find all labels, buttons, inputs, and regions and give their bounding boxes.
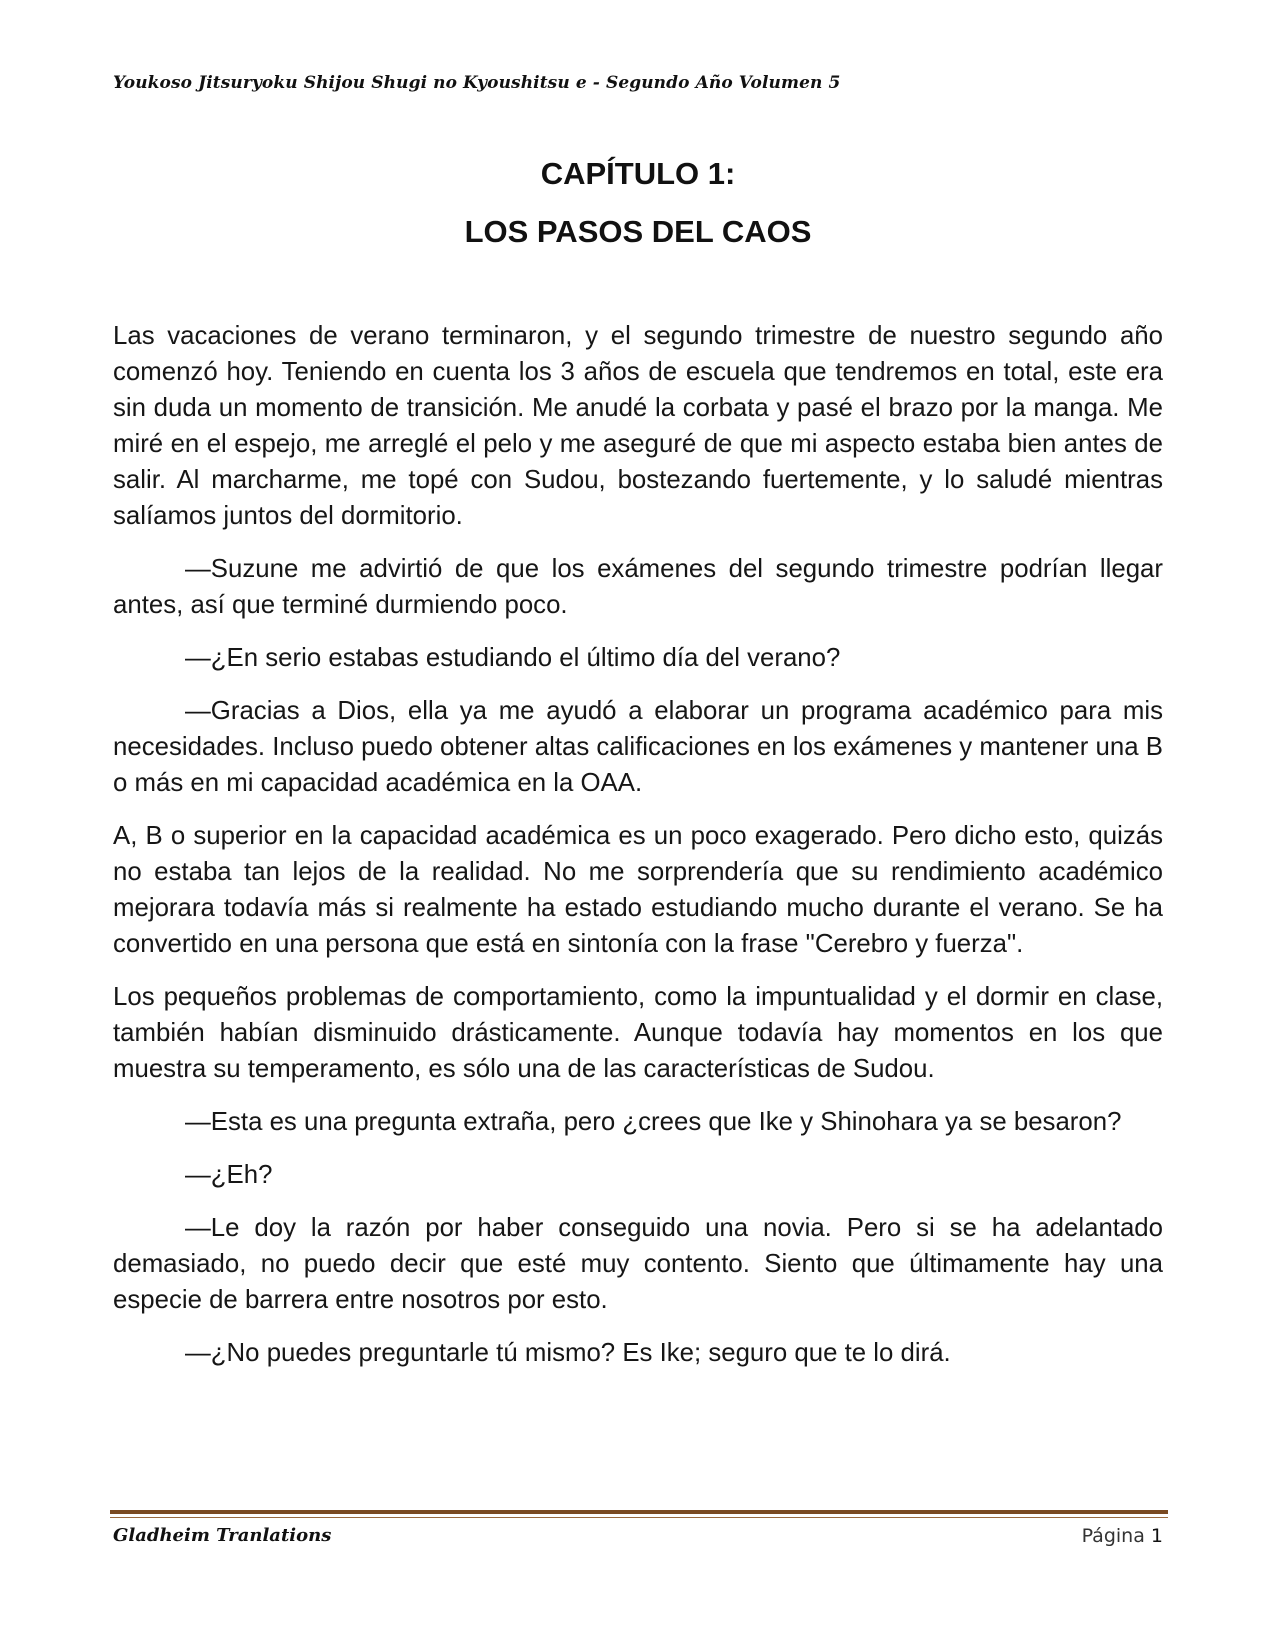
page-number: 1 bbox=[1150, 1525, 1163, 1547]
chapter-title: LOS PASOS DEL CAOS bbox=[464, 214, 812, 249]
paragraph: —Le doy la razón por haber conseguido una novia. Pero si se ha adelantado demasiado, no puedo decir que esté muy contento. Siento que últimamente hay una especie de barrera entre nosotros por esto. bbox=[113, 1214, 1163, 1314]
paragraph: —¿No puedes preguntarle tú mismo? Es Ike; seguro que te lo dirá. bbox=[185, 1339, 951, 1367]
chapter-body bbox=[113, 318, 1163, 1388]
running-header: Youkoso Jitsuryoku Shijou Shugi no Kyoushitsu e - Segundo Año Volumen 5 bbox=[113, 73, 841, 93]
paragraph: A, B o superior en la capacidad académica es un poco exagerado. Pero dicho esto, quizás no estaba tan lejos de la realidad. No me sorprendería que su rendimiento académico mejorara todavía más si realmente ha estado estudiando mucho durante el verano. Se ha convertido en una persona que está en sintonía con la frase "Cerebro y fuerza". bbox=[113, 822, 1163, 958]
paragraph: —¿En serio estabas estudiando el último día del verano? bbox=[185, 644, 841, 672]
page-indicator bbox=[1082, 1525, 1163, 1547]
paragraph: Las vacaciones de verano terminaron, y el segundo trimestre de nuestro segundo año comenzó hoy. Teniendo en cuenta los 3 años de escuela que tendremos en total, este era sin duda un momento de transición. Me anudé la corbata y pasé el brazo por la manga. Me miré en el espejo, me arreglé el pelo y me aseguré de que mi aspecto estaba bien antes de salir. Al marcharme, me topé con Sudou, bostezando fuertemente, y lo saludé mientras salíamos juntos del dormitorio. bbox=[113, 322, 1163, 530]
chapter-heading bbox=[113, 145, 1163, 261]
footer-credit: Gladheim Tranlations bbox=[113, 1525, 332, 1546]
paragraph: —Esta es una pregunta extraña, pero ¿crees que Ike y Shinohara ya se besaron? bbox=[185, 1108, 1122, 1136]
paragraph: Los pequeños problemas de comportamiento, como la impuntualidad y el dormir en clase, también habían disminuido drásticamente. Aunque todavía hay momentos en los que muestra su temperamento, es sólo una de las características de Sudou. bbox=[113, 983, 1163, 1083]
page-label: Página bbox=[1081, 1525, 1145, 1547]
paragraph: —Suzune me advirtió de que los exámenes del segundo trimestre podrían llegar antes, así que terminé durmiendo poco. bbox=[113, 555, 1163, 619]
footer-divider-thin bbox=[110, 1517, 1168, 1518]
footer-divider bbox=[110, 1510, 1168, 1514]
paragraph: —¿Eh? bbox=[185, 1161, 273, 1189]
paragraph: —Gracias a Dios, ella ya me ayudó a elaborar un programa académico para mis necesidades. Incluso puedo obtener altas calificaciones en los exámenes y mantener una B o más en mi capacidad académica en la OAA. bbox=[113, 697, 1163, 797]
chapter-number: CAPÍTULO 1: bbox=[540, 156, 736, 191]
